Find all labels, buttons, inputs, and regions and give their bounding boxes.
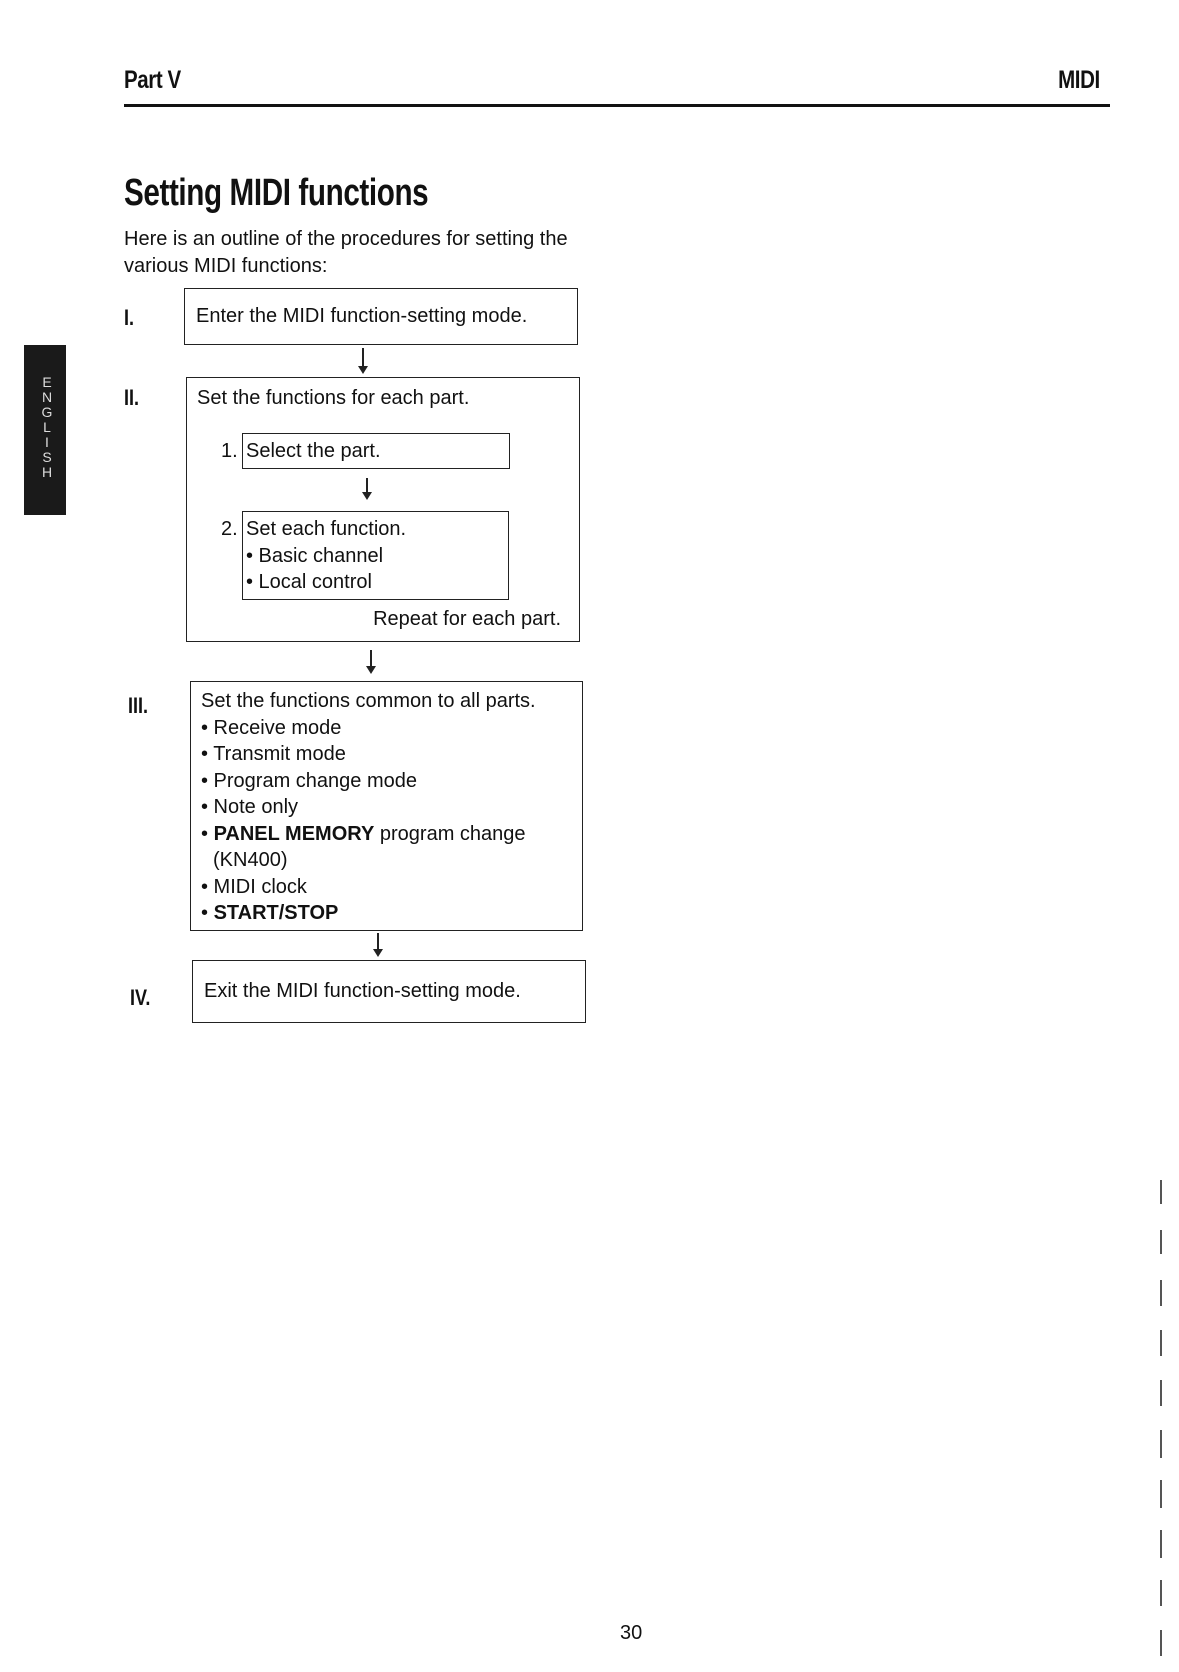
language-side-tab-text [41,375,53,480]
bullet: • [201,902,214,924]
tab-letter: G [41,404,53,420]
step-3-item: • Note only [201,796,299,818]
sub-step-2-item: • Basic channel [246,544,384,567]
page-edge-mark [1160,1230,1162,1254]
step-3-item: • Receive mode [201,716,342,739]
step-1-label: I. [124,305,135,330]
start-stop-bold: START/STOP [213,902,339,924]
sub-step-2-item: • Local control [246,571,372,593]
tab-letter: I [45,434,49,450]
page-edge-mark [1160,1380,1162,1406]
page-edge-mark [1160,1280,1162,1306]
tab-letter: E [42,374,52,390]
sub-step-2-text: Set each function. [246,518,407,540]
arrow-down-icon [370,650,372,672]
step-4-text: Exit the MIDI function-setting mode. [204,980,521,1002]
step-3-item [201,900,338,927]
tab-letter: S [42,449,52,465]
header-rule [124,104,1110,107]
intro-paragraph: Here is an outline of the procedures for setting the various MIDI functions: [124,228,568,277]
step-2-text: Set the functions for each part. [197,387,470,409]
header-part-label: Part V [124,66,181,94]
tab-letter: N [41,389,53,405]
arrow-down-icon [362,348,364,372]
step-3-item-rest: program change [374,822,526,845]
step-3-text: Set the functions common to all parts. [201,690,536,712]
step-1-box [184,288,578,345]
tab-letter: L [43,419,51,435]
step-3-label: III. [128,693,149,718]
page-title: Setting MIDI functions [124,172,429,214]
repeat-note: Repeat for each part. [373,608,561,630]
sub-step-1-number: 1. [221,440,238,462]
sub-step-1-box [242,433,510,469]
step-3-item-continuation: (KN400) [213,849,288,871]
header-section-label: MIDI [1058,66,1100,94]
page-edge-mark [1160,1530,1162,1558]
step-3-item [201,821,526,848]
sub-step-2-box [242,511,509,600]
page-edge-mark [1160,1630,1162,1656]
page-number: 30 [620,1622,643,1644]
language-side-tab [24,345,66,515]
step-3-box [190,681,583,931]
step-1-text: Enter the MIDI function-setting mode. [196,305,528,327]
arrow-down-icon [366,478,368,498]
tab-letter: H [41,464,53,480]
panel-memory-bold: PANEL MEMORY [213,822,375,845]
page-edge-mark [1160,1330,1162,1356]
page-edge-mark [1160,1430,1162,1458]
step-2-label: II. [124,385,140,410]
sub-step-1-text: Select the part. [246,440,381,462]
sub-step-2-number: 2. [221,518,238,540]
page-edge-mark [1160,1580,1162,1606]
step-3-item: • Transmit mode [201,743,346,765]
page-edge-mark [1160,1180,1162,1204]
step-4-box [192,960,586,1023]
step-4-label: IV. [130,985,151,1010]
step-2-box [186,377,580,642]
arrow-down-icon [377,933,379,955]
page-edge-mark [1160,1480,1162,1508]
step-3-item: • Program change mode [201,769,418,792]
bullet: • [201,822,214,845]
step-3-item: • MIDI clock [201,875,307,898]
